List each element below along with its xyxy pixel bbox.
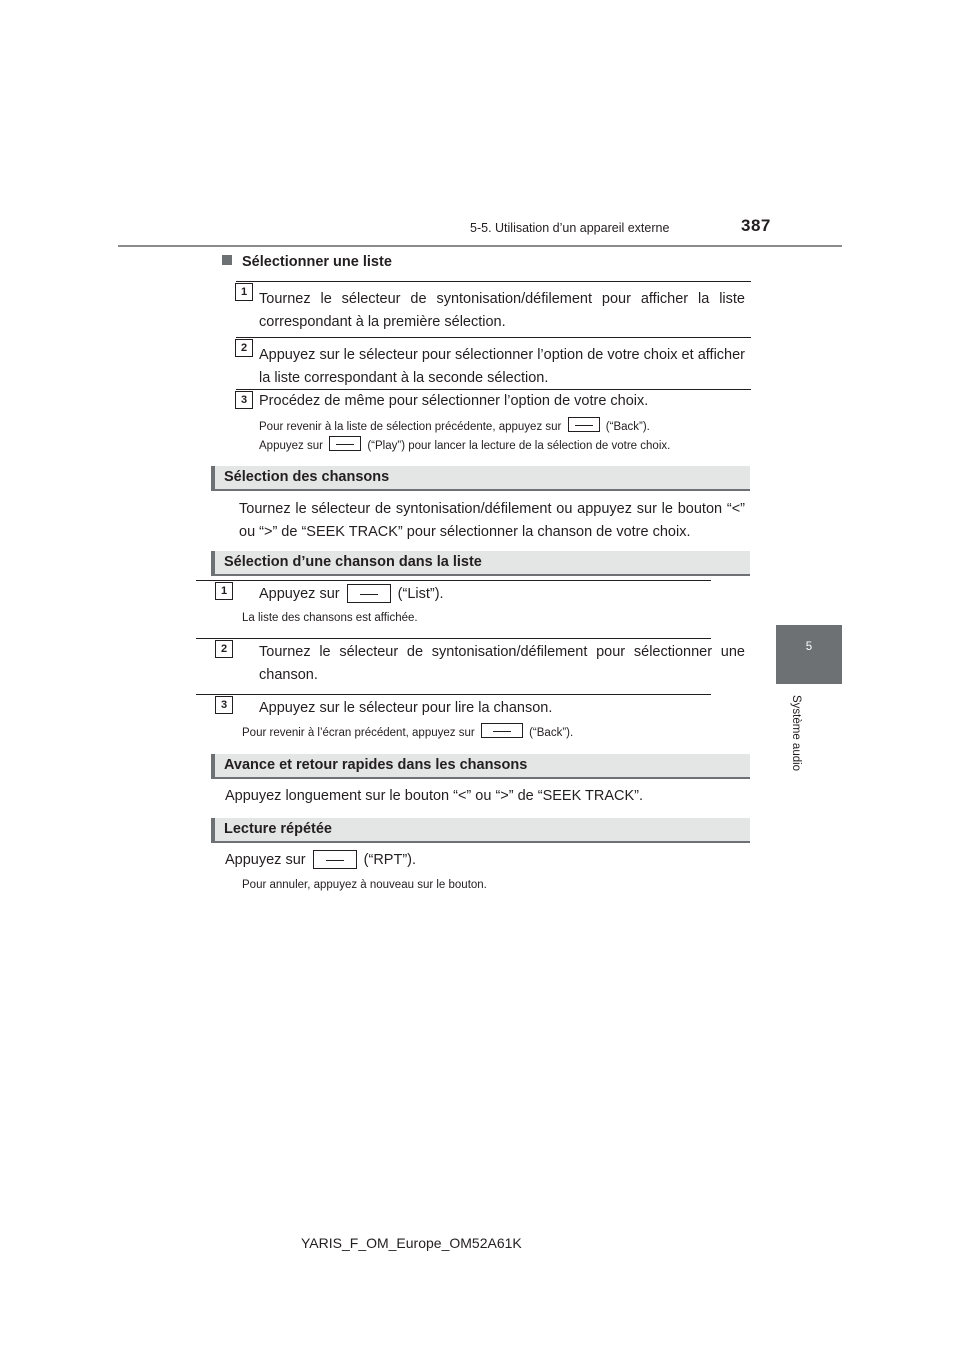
note-text: Pour revenir à la liste de sélection précédente, appuyez sur xyxy=(259,421,562,433)
subheading-text: Sélectionner une liste xyxy=(242,254,392,270)
rpt-button-icon xyxy=(313,850,357,869)
step-3-note xyxy=(242,723,573,743)
note-text: Appuyez sur xyxy=(259,440,323,452)
play-button-icon xyxy=(329,436,361,451)
step-text: Appuyez sur xyxy=(259,586,340,602)
section-heading-repeat: Lecture répétée xyxy=(211,818,750,843)
step-2-text: Tournez le sélecteur de syntonisation/défilement pour sélectionner une chanson. xyxy=(259,644,745,683)
step-1-badge: 1 xyxy=(215,582,233,600)
note-text: (“Back”). xyxy=(529,727,574,739)
chapter-label: Système audio xyxy=(790,695,802,772)
note-text: (“Play”) pour lancer la lecture de la sélection de votre choix. xyxy=(367,440,671,452)
step-3-badge: 3 xyxy=(215,696,233,714)
step-2-badge: 2 xyxy=(235,339,253,357)
note-back xyxy=(259,417,650,437)
step-1-badge: 1 xyxy=(235,283,253,301)
document-code-footer: YARIS_F_OM_Europe_OM52A61K xyxy=(301,1235,522,1251)
running-header-section: 5-5. Utilisation d’un appareil externe xyxy=(470,221,670,235)
list-button-icon xyxy=(347,584,391,603)
section-heading-select-from-list: Sélection d’une chanson dans la liste xyxy=(211,551,750,576)
step-1-text xyxy=(259,583,745,606)
step-1-note: La liste des chansons est affichée. xyxy=(242,612,418,624)
step-3-text: Procédez de même pour sélectionner l’option de votre choix. xyxy=(259,393,649,409)
step-2-badge: 2 xyxy=(215,640,233,658)
section-3-text: Appuyez longuement sur le bouton “<” ou “>” de “SEEK TRACK”. xyxy=(225,788,644,804)
note-play xyxy=(259,436,670,456)
section-text: (“RPT”). xyxy=(363,852,417,868)
step-3-badge: 3 xyxy=(235,391,253,409)
chapter-number: 5 xyxy=(805,641,813,653)
step-text: (“List”). xyxy=(397,586,444,602)
section-text: Appuyez sur xyxy=(225,852,306,868)
note-text: Pour revenir à l’écran précédent, appuyez sur xyxy=(242,727,475,739)
step-1-text: Tournez le sélecteur de syntonisation/défilement pour afficher la liste correspondant à la première sélection. xyxy=(259,291,745,330)
page-number: 387 xyxy=(741,216,771,235)
subheading-select-list xyxy=(222,254,392,270)
section-heading-song-selection: Sélection des chansons xyxy=(211,466,750,491)
square-bullet-icon xyxy=(222,255,232,265)
chapter-tab xyxy=(776,625,842,684)
section-4-text xyxy=(225,849,745,872)
back-button-icon xyxy=(568,417,600,432)
section-heading-fast-forward-rewind: Avance et retour rapides dans les chansons xyxy=(211,754,750,779)
section-4-note: Pour annuler, appuyez à nouveau sur le bouton. xyxy=(242,879,487,891)
header-rule xyxy=(118,245,842,247)
note-text: (“Back”). xyxy=(605,421,650,433)
back-button-icon xyxy=(481,723,523,738)
step-2-text: Appuyez sur le sélecteur pour sélectionner l’option de votre choix et afficher la liste correspondant à la seconde sélection. xyxy=(259,347,745,386)
step-3-text: Appuyez sur le sélecteur pour lire la chanson. xyxy=(259,700,553,716)
section-1-text: Tournez le sélecteur de syntonisation/défilement ou appuyez sur le bouton “<” ou “>” de “SEEK TRACK” pour sélectionner la chanson de votre choix. xyxy=(239,501,745,540)
